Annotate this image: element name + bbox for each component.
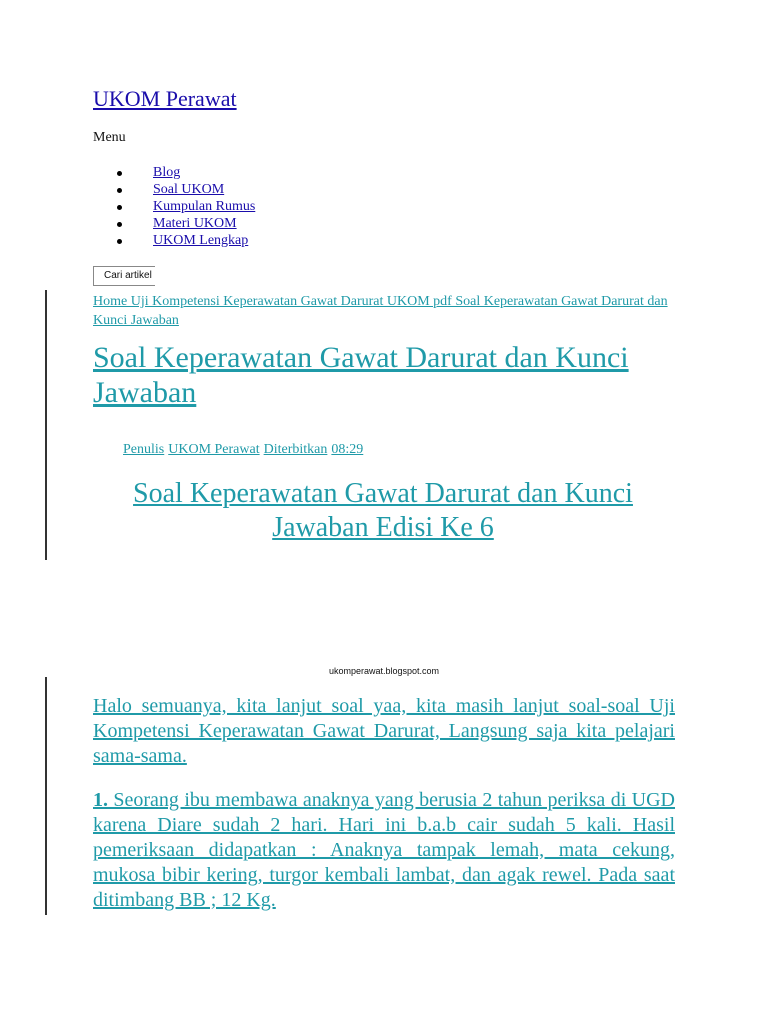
published-label: Diterbitkan [263,442,328,457]
nav-link-kumpulan-rumus[interactable]: Kumpulan Rumus [153,199,256,214]
nav-link-materi-ukom[interactable]: Materi UKOM [153,216,237,231]
author-link[interactable]: UKOM Perawat [168,442,260,457]
question-1-number: 1. [93,789,108,811]
post-meta [123,442,367,458]
post-subtitle: Soal Keperawatan Gawat Darurat dan Kunci Jawaban Edisi Ke 6 [133,478,633,543]
nav-item-ukom-lengkap [93,232,255,249]
nav-item-blog [93,164,255,181]
question-1-text: Seorang ibu membawa anaknya yang berusia 2 tahun periksa di UGD karena Diare sudah 2 hari. Hari ini b.a.b cair sudah 5 kali. Hasil pemeriksaan didapatkan : Anaknya tampak lemah, mata cekung, mukosa bibir kering, turgor kembali lambat, dan agak rewel. Pada saat ditimbang BB ; 12 Kg. [93,789,675,911]
left-margin-bar-bottom [45,677,47,915]
post-title[interactable]: Soal Keperawatan Gawat Darurat dan Kunci Jawaban [93,341,629,409]
question-1-paragraph [93,788,675,913]
image-watermark: ukomperawat.blogspot.com [328,666,440,676]
nav-item-materi-ukom [93,215,255,232]
nav-item-kumpulan-rumus [93,198,255,215]
left-margin-bar-top [45,290,47,560]
site-title-link[interactable]: UKOM Perawat [93,86,237,111]
author-label: Penulis [123,442,165,457]
intro-paragraph: Halo semuanya, kita lanjut soal yaa, kita masih lanjut soal-soal Uji Kompetensi Keperawatan Gawat Darurat, Langsung saja kita pelajari sama-sama. [93,695,675,767]
breadcrumb[interactable]: Home Uji Kompetensi Keperawatan Gawat Darurat UKOM pdf Soal Keperawatan Gawat Darurat dan Kunci Jawaban [93,294,668,328]
nav-link-blog[interactable]: Blog [153,165,181,180]
post-time: 08:29 [331,442,364,457]
menu-label: Menu [93,130,126,145]
nav-item-soal-ukom [93,181,255,198]
search-input[interactable]: Cari artikel [93,266,155,286]
nav-menu [93,164,255,249]
nav-link-soal-ukom[interactable]: Soal UKOM [153,182,225,197]
nav-link-ukom-lengkap[interactable]: UKOM Lengkap [153,233,249,248]
